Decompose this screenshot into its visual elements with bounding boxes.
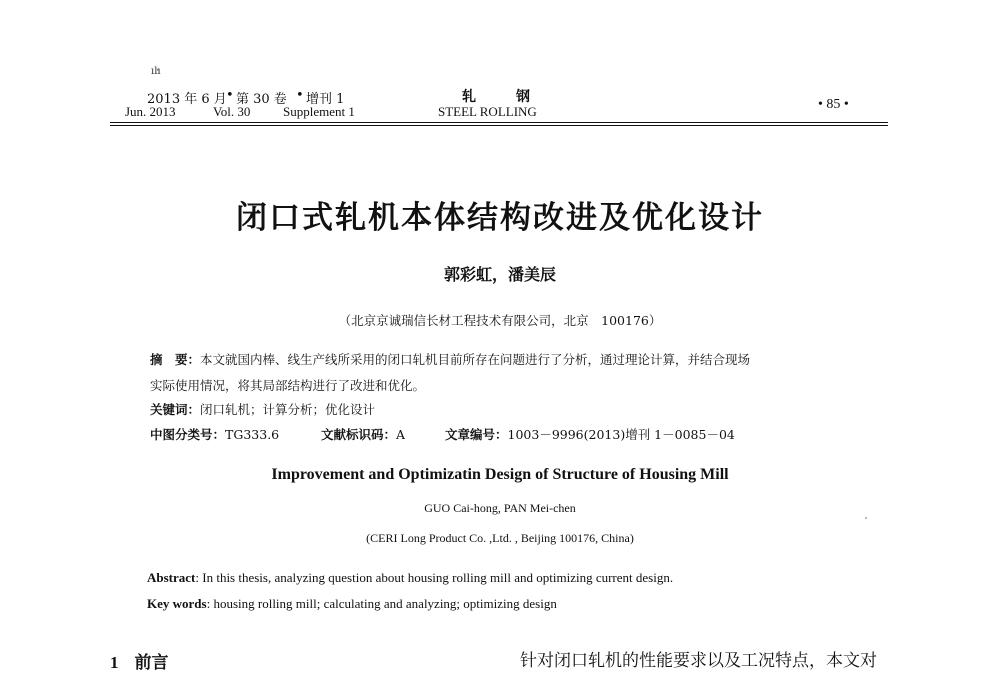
clc-value: TG333.6 — [225, 427, 280, 442]
abstract-en-label: Abstract — [147, 570, 196, 585]
journal-name-en: STEEL ROLLING — [438, 104, 537, 119]
keywords-en-text: : housing rolling mill; calculating and analyzing; optimizing design — [206, 596, 557, 611]
keywords-cn — [150, 400, 375, 418]
scan-speck — [865, 517, 867, 519]
header-separator: • — [296, 88, 304, 103]
journal-name-cn: 轧钢 — [462, 89, 570, 105]
keywords-en — [147, 596, 557, 612]
doc-code-value: A — [396, 427, 406, 442]
header-separator: • — [226, 88, 234, 103]
doc-code-label: 文献标识码： — [321, 427, 397, 442]
abstract-en — [147, 570, 673, 586]
article-number-label: 文章编号： — [445, 427, 508, 442]
abstract-cn-line1 — [150, 350, 750, 368]
header-rule-thick — [110, 122, 888, 123]
scan-mark: ıŀı — [151, 66, 161, 77]
abstract-en-text: : In this thesis, analyzing question about housing rolling mill and optimizing current design. — [195, 570, 674, 585]
section-number: 1 — [110, 653, 119, 672]
clc-label: 中图分类号： — [150, 427, 226, 442]
paper-affiliation-en: (CERI Long Product Co. ,Ltd. , Beijing 100176, China) — [366, 531, 634, 545]
paper-title-en: Improvement and Optimizatin Design of Structure of Housing Mill — [271, 466, 729, 483]
classification-line — [150, 425, 279, 443]
supplement-en: Supplement 1 — [283, 104, 355, 119]
paper-title: 闭口式轧机本体结构改进及优化设计 — [236, 200, 764, 236]
supplement-cn: 增刊 1 — [306, 92, 345, 107]
header-rule-thin — [110, 125, 888, 126]
issue-date-cn: 2013 年 6 月 — [147, 92, 227, 107]
volume-cn: 第 30 卷 — [236, 92, 287, 107]
paper-affiliation: （北京京诚瑞信长材工程技术有限公司，北京 100176） — [338, 313, 662, 328]
doc-code — [321, 425, 405, 443]
article-number — [445, 425, 735, 443]
keywords-cn-label: 关键词： — [150, 402, 201, 417]
section-title: 前言 — [134, 653, 169, 673]
paper-authors-en: GUO Cai-hong, PAN Mei-chen — [424, 501, 576, 515]
issue-date-en: Jun. 2013 — [125, 104, 176, 119]
paper-authors: 郭彩虹，潘美辰 — [443, 265, 556, 284]
keywords-en-label: Key words — [147, 596, 207, 611]
abstract-cn-label: 摘 要： — [150, 352, 201, 367]
volume-en: Vol. 30 — [213, 104, 251, 119]
section-heading — [110, 648, 169, 673]
page-number: • 85 • — [818, 97, 849, 112]
article-number-value: 1003－9996(2013)增刊 1－0085－04 — [507, 427, 735, 442]
abstract-cn-line2: 实际使用情况，将其局部结构进行了改进和优化。 — [150, 378, 426, 393]
keywords-cn-text: 闭口轧机；计算分析；优化设计 — [200, 402, 376, 417]
abstract-cn-text: 本文就国内棒、线生产线所采用的闭口轧机目前所存在问题进行了分析，通过理论计算，并结合现场 — [200, 352, 751, 367]
body-text-line: 针对闭口轧机的性能要求以及工况特点，本文对 — [520, 651, 877, 671]
